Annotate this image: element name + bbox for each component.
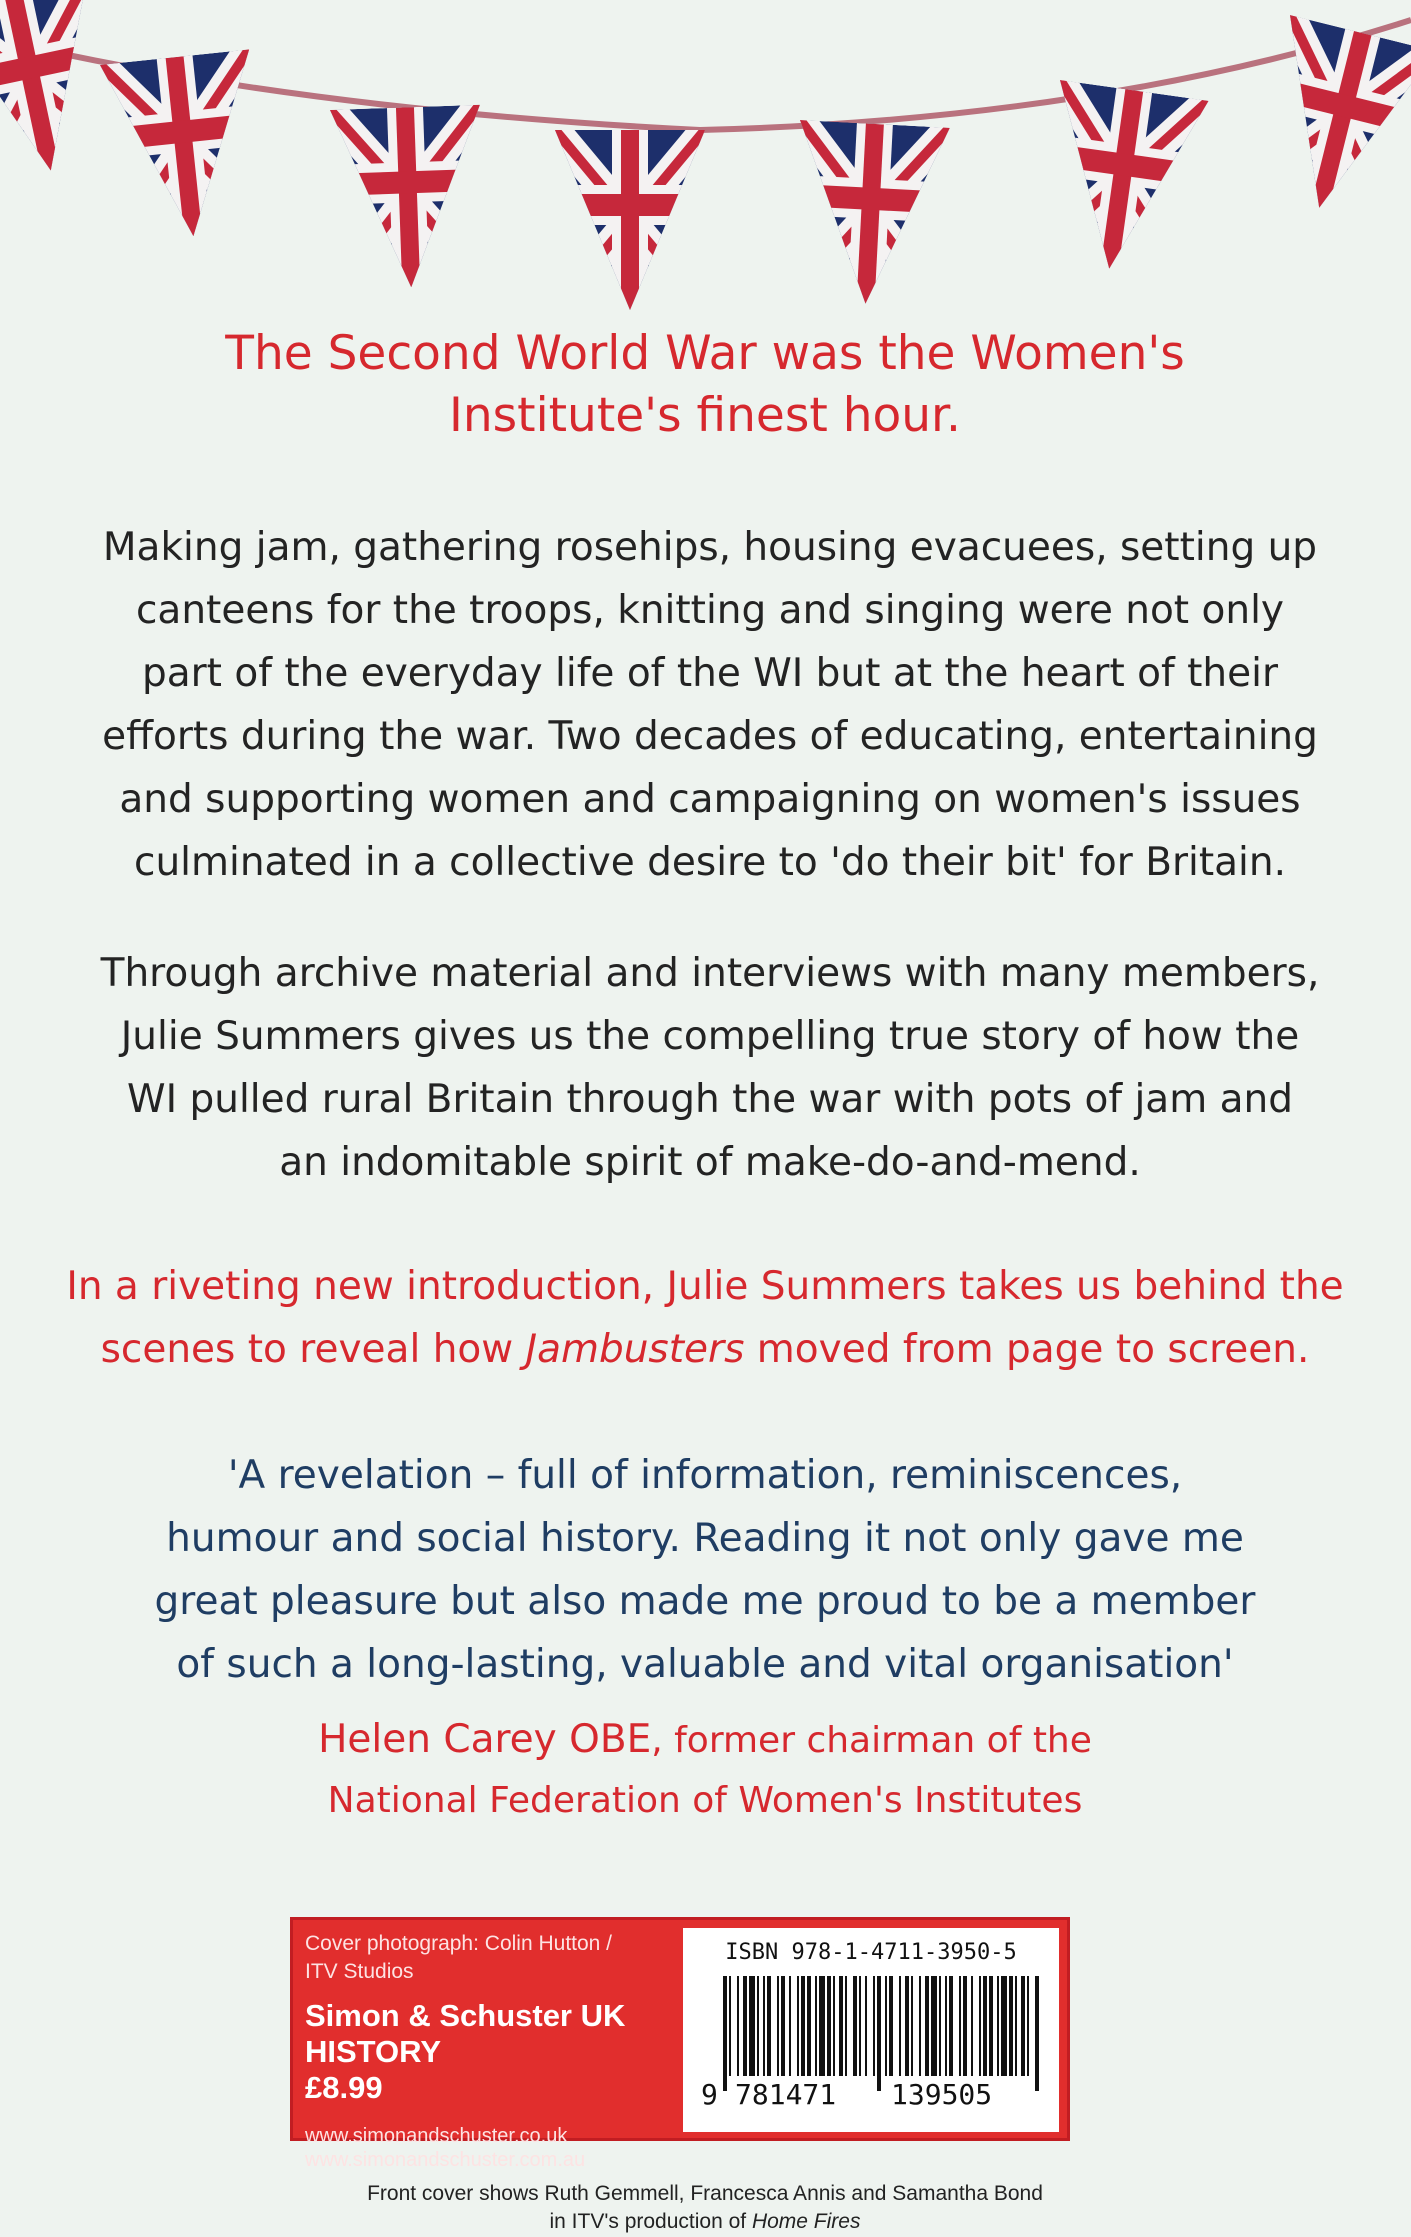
quote-line: of such a long-lasting, valuable and vital organisation': [176, 1642, 1234, 1687]
barcode-bar: [911, 1976, 913, 2076]
url-link[interactable]: www.simonandschuster.co.uk: [305, 2125, 568, 2147]
barcode-bar: [939, 1976, 941, 2076]
barcode-bar: [1035, 1976, 1039, 2091]
text-line: efforts during the war. Two decades of educating, entertaining: [102, 714, 1318, 759]
text-span: scenes to reveal how: [100, 1327, 526, 1372]
attribution-name: Helen Carey OBE: [318, 1717, 652, 1762]
text-line: an indomitable spirit of make-do-and-mend.: [279, 1140, 1141, 1185]
photo-credit: Cover photograph: Colin Hutton /: [305, 1932, 613, 1955]
text-span: moved from page to screen.: [744, 1327, 1310, 1372]
barcode-bar: [845, 1976, 847, 2076]
show-title: Home Fires: [751, 2210, 861, 2233]
barcode-bar: [925, 1976, 929, 2076]
barcode-left-digits: 781471: [731, 2078, 840, 2111]
text-line: culminated in a collective desire to 'do their bit' for Britain.: [134, 840, 1286, 885]
book-title: Jambusters: [525, 1327, 745, 1372]
barcode-bar: [789, 1976, 791, 2076]
barcode-bar: [873, 1976, 875, 2076]
text-line: [50, 1318, 1360, 1381]
barcode-panel: [683, 1928, 1059, 2132]
barcode-bar: [807, 1976, 811, 2076]
text-line: and supporting women and campaigning on women's issues: [119, 777, 1301, 822]
cover-caption: [200, 2180, 1210, 2236]
caption-line: Front cover shows Ruth Gemmell, Francesca Annis and Samantha Bond: [367, 2182, 1043, 2205]
barcode-bar: [899, 1976, 901, 2076]
blurb-paragraph-2: [90, 942, 1330, 1194]
barcode-bar: [853, 1976, 857, 2076]
review-quote: [120, 1444, 1290, 1696]
text-line: part of the everyday life of the WI but at the heart of their: [141, 651, 1279, 696]
publisher-info: [305, 1930, 685, 2172]
barcode-bar: [865, 1976, 867, 2076]
barcode-bar: [723, 1976, 727, 2091]
barcode-bar: [963, 1976, 967, 2076]
price: £8.99: [305, 2070, 383, 2105]
barcode-bar: [885, 1976, 887, 2076]
barcode-bar: [763, 1976, 765, 2076]
barcode-bar: [777, 1976, 779, 2076]
barcode-bar: [743, 1976, 747, 2076]
barcode-bar: [971, 1976, 973, 2076]
text-line: In a riveting new introduction, Julie Summers takes us behind the: [66, 1264, 1344, 1309]
barcode-bar: [781, 1976, 785, 2076]
union-jack-flag-icon: [791, 120, 950, 308]
barcode-bar: [859, 1976, 861, 2076]
barcode-bar: [1001, 1976, 1007, 2076]
caption-span: in ITV's production of: [549, 2210, 752, 2233]
union-jack-flag-icon: [1246, 15, 1411, 226]
publisher-block: [305, 1998, 685, 2106]
barcode-bar: [797, 1976, 799, 2076]
attribution-line: [200, 1710, 1210, 1771]
headline-line: The Second World War was the Women's: [225, 326, 1185, 381]
barcode-icon: [701, 1976, 1041, 2091]
barcode-bar: [757, 1976, 759, 2076]
barcode-right-digits: 139505: [887, 2078, 996, 2111]
publisher-name: Simon & Schuster UK: [305, 1998, 626, 2033]
barcode-bar: [767, 1976, 771, 2076]
barcode-lead-digit: 9: [701, 2078, 718, 2111]
quote-line: humour and social history. Reading it not only gave me: [166, 1516, 1244, 1561]
attribution-role: , former chairman of the: [651, 1720, 1092, 1761]
barcode-bar: [889, 1976, 893, 2076]
barcode-bar: [833, 1976, 835, 2076]
union-jack-flag-icon: [555, 130, 705, 310]
text-line: Julie Summers gives us the compelling true story of how the: [120, 1014, 1300, 1059]
barcode-bar: [1027, 1976, 1029, 2076]
barcode-bar: [729, 1976, 731, 2076]
barcode-bar: [979, 1976, 981, 2076]
barcode-bar: [1021, 1976, 1025, 2076]
union-jack-flag-icon: [330, 105, 486, 290]
barcode-bar: [877, 1976, 881, 2091]
caption-line: [200, 2208, 1210, 2236]
barcode-bar: [959, 1976, 961, 2076]
union-jack-flag-icon: [0, 0, 124, 186]
blurb-paragraph-1: [90, 516, 1330, 894]
barcode-bar: [839, 1976, 843, 2076]
photo-credit: ITV Studios: [305, 1960, 414, 1983]
price-box: [290, 1917, 1070, 2171]
attribution-line: National Federation of Women's Institutes: [327, 1780, 1083, 1821]
barcode-bar: [819, 1976, 825, 2076]
barcode-bar: [801, 1976, 805, 2076]
barcode-bar: [815, 1976, 817, 2076]
publisher-urls: [305, 2124, 685, 2172]
barcode-bar: [949, 1976, 953, 2076]
quote-attribution: [200, 1710, 1210, 1831]
union-jack-bunting: [0, 0, 1411, 330]
text-line: Through archive material and interviews with many members,: [100, 951, 1320, 996]
text-line: canteens for the troops, knitting and singing were not only: [135, 588, 1284, 633]
barcode-bar: [737, 1976, 739, 2076]
headline: [120, 323, 1290, 447]
quote-line: great pleasure but also made me proud to be a member: [154, 1579, 1256, 1624]
new-introduction-note: [50, 1255, 1360, 1381]
headline-line: Institute's finest hour.: [449, 388, 961, 443]
union-jack-flag-icon: [1035, 80, 1209, 279]
barcode-digits: [701, 2078, 1041, 2118]
quote-line: 'A revelation – full of information, reminiscences,: [227, 1453, 1183, 1498]
barcode-bar: [919, 1976, 921, 2076]
text-line: WI pulled rural Britain through the war with pots of jam and: [127, 1077, 1293, 1122]
barcode-bar: [997, 1976, 999, 2076]
isbn-label: ISBN 978-1-4711-3950-5: [725, 1940, 1017, 1965]
barcode-bar: [749, 1976, 755, 2076]
barcode-bar: [1009, 1976, 1013, 2076]
barcode-bar: [1015, 1976, 1017, 2076]
url-link[interactable]: www.simonandschuster.com.au: [305, 2149, 586, 2171]
union-jack-flag-icon: [100, 49, 268, 244]
barcode-bar: [945, 1976, 947, 2076]
category: HISTORY: [305, 2034, 442, 2069]
text-line: Making jam, gathering rosehips, housing evacuees, setting up: [102, 525, 1318, 570]
barcode-bar: [989, 1976, 993, 2076]
barcode-bar: [983, 1976, 987, 2076]
barcode-bar: [905, 1976, 909, 2076]
barcode-bar: [931, 1976, 937, 2076]
barcode-bar: [827, 1976, 831, 2076]
